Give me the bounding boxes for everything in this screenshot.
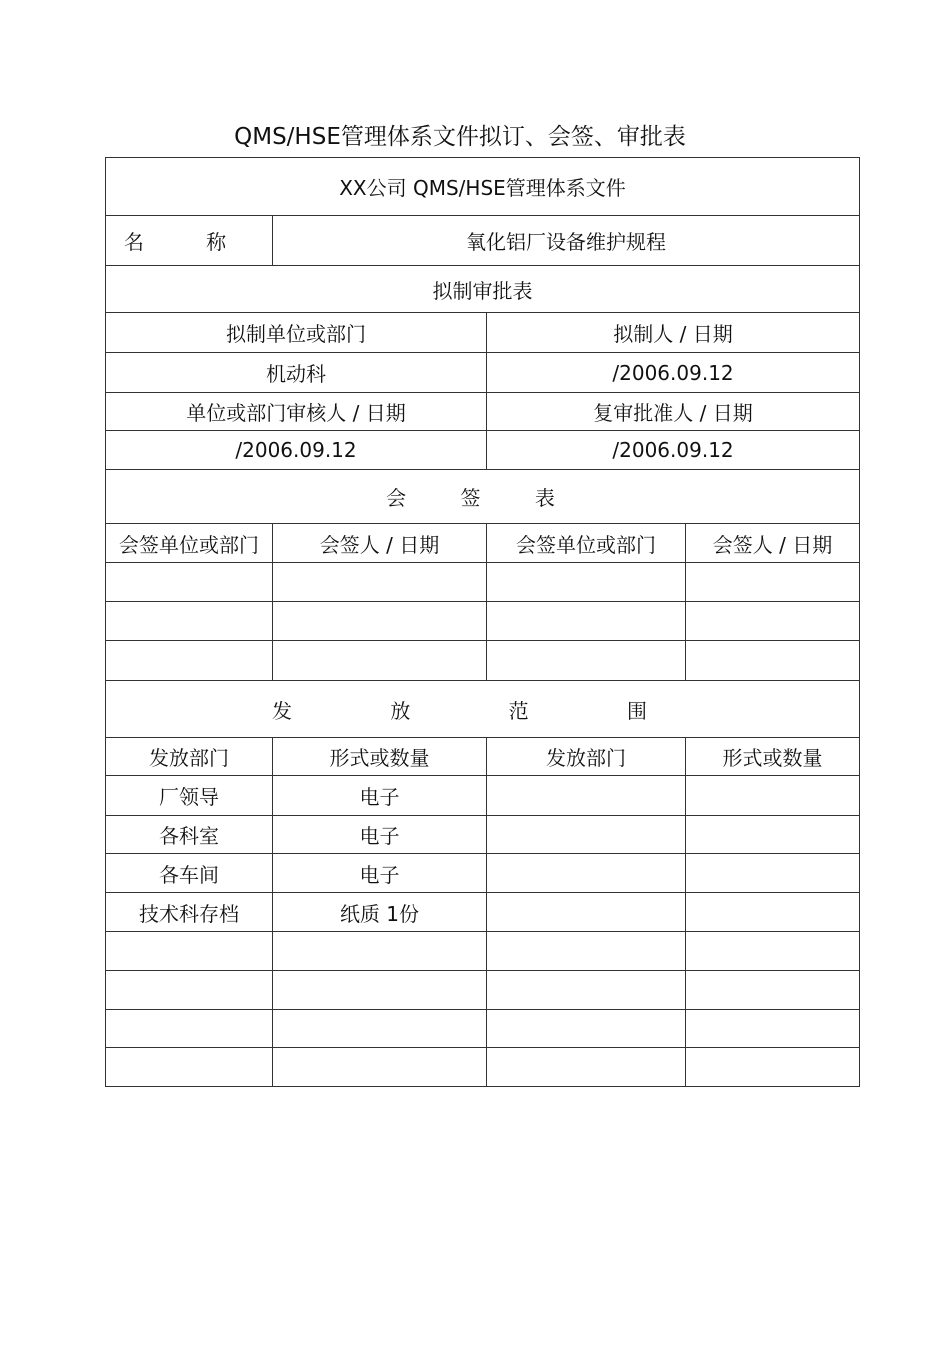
drafting-dept-value: 机动科 [106,353,487,393]
distribution-row [106,776,860,816]
distribution-row [106,893,860,932]
drafting-dept-label: 拟制单位或部门 [106,313,487,353]
distribution-form: 电子 [273,816,487,854]
distribution-row [106,816,860,854]
distribution-form: 电子 [273,776,487,816]
distribution-dept: 各车间 [106,854,273,893]
countersign-col-dept: 会签单位或部门 [106,524,273,563]
distribution-form: 电子 [273,854,487,893]
distribution-heading: 发 放 范 围 [106,681,860,738]
distribution-dept: 技术科存档 [106,893,273,932]
reviewer-label: 单位或部门审核人 / 日期 [106,393,487,431]
drafter-date-value: /2006.09.12 [487,353,860,393]
approver-date-value: /2006.09.12 [487,431,860,470]
countersign-row [106,602,860,641]
countersign-heading: 会 签 表 [106,470,860,524]
distribution-row [106,1010,860,1048]
name-value: 氧化铝厂设备维护规程 [273,216,860,266]
reviewer-date-value: /2006.09.12 [106,431,487,470]
document-title: QMS/HSE管理体系文件拟订、会签、审批表 [234,124,686,150]
distribution-col-dept: 发放部门 [106,738,273,776]
distribution-col-dept: 发放部门 [487,738,686,776]
distribution-form: 纸质 1份 [273,893,487,932]
approval-form-table [105,157,860,1087]
countersign-row [106,641,860,681]
countersign-col-dept: 会签单位或部门 [487,524,686,563]
drafter-date-label: 拟制人 / 日期 [487,313,860,353]
name-label: 名 称 [106,216,273,266]
countersign-col-signer: 会签人 / 日期 [273,524,487,563]
approval-heading: 拟制审批表 [106,266,860,313]
approver-label: 复审批准人 / 日期 [487,393,860,431]
form-header: XX公司 QMS/HSE管理体系文件 [106,158,860,216]
distribution-dept: 厂领导 [106,776,273,816]
countersign-col-signer: 会签人 / 日期 [686,524,860,563]
distribution-row [106,854,860,893]
distribution-row [106,932,860,971]
distribution-row [106,1048,860,1087]
distribution-col-form: 形式或数量 [686,738,860,776]
distribution-dept: 各科室 [106,816,273,854]
countersign-row [106,563,860,602]
distribution-col-form: 形式或数量 [273,738,487,776]
distribution-row [106,971,860,1010]
